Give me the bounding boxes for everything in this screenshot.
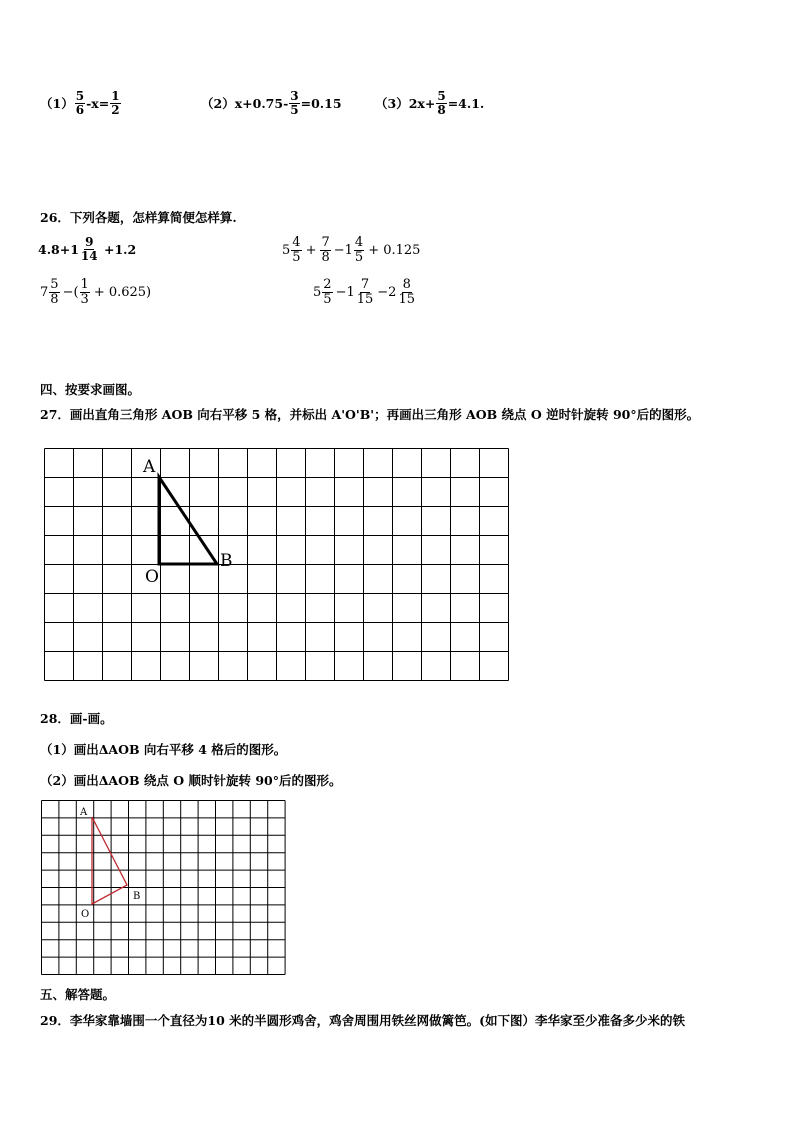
fraction xyxy=(320,236,330,264)
denominator: 14 xyxy=(80,248,98,263)
denominator: 5 xyxy=(290,102,299,117)
fraction xyxy=(80,278,90,306)
operator: −( xyxy=(62,284,79,300)
expr-part: +1.2 xyxy=(99,241,137,257)
label-o: O xyxy=(145,567,159,587)
q26-expr4 xyxy=(313,278,417,306)
denominator: 5 xyxy=(323,291,332,307)
expr-part: 4.8+1 xyxy=(38,241,79,257)
expr-part: + 0.625) xyxy=(93,284,152,300)
denominator: 5 xyxy=(354,249,364,265)
numerator: 4 xyxy=(292,235,301,250)
whole-number: 5 xyxy=(282,242,291,258)
numerator: 9 xyxy=(85,235,94,249)
q25-item1 xyxy=(40,90,122,116)
denominator: 15 xyxy=(398,291,415,307)
q26-title: 26．下列各题，怎样算简便怎样算. xyxy=(40,210,237,225)
fraction xyxy=(397,278,416,306)
q25-item2-label: （2）x+0.75- xyxy=(201,96,289,112)
q26-expr1 xyxy=(38,236,136,262)
fraction xyxy=(49,278,59,306)
section4-title: 四、按要求画图。 xyxy=(40,382,141,397)
label-a: A xyxy=(80,807,88,818)
fraction xyxy=(80,236,99,262)
fraction xyxy=(354,236,364,264)
numerator: 5 xyxy=(437,89,446,103)
q28-part2: （2）画出ΔAOB 绕点 O 顺时针旋转 90°后的图形。 xyxy=(40,773,342,788)
operator: + xyxy=(305,242,317,258)
numerator: 1 xyxy=(80,277,89,292)
q28-grid xyxy=(40,799,288,977)
triangle-aob xyxy=(92,817,127,904)
denominator: 8 xyxy=(437,102,446,117)
label-b: B xyxy=(220,551,233,571)
q27-text: 27．画出直角三角形 AOB 向右平移 5 格，并标出 A'O'B'；再画出三角形 AOB 绕点 O 逆时针旋转 90°后的图形。 xyxy=(40,407,700,422)
q25-item3-label: （3）2x+ xyxy=(375,96,436,112)
denominator: 8 xyxy=(50,291,59,307)
numerator: 4 xyxy=(354,235,364,250)
q28-grid-lines xyxy=(42,801,286,975)
numerator: 3 xyxy=(290,89,299,103)
q25-item1-label: （1） xyxy=(40,96,74,112)
fraction xyxy=(356,278,375,306)
operator: −1 xyxy=(333,242,353,258)
numerator: 8 xyxy=(402,277,411,292)
denominator: 15 xyxy=(356,291,374,307)
q25-item2 xyxy=(201,90,342,116)
q25-item2-tail: =0.15 xyxy=(300,95,342,111)
fraction xyxy=(289,90,299,116)
numerator: 7 xyxy=(360,277,370,292)
q28-title: 28．画-画。 xyxy=(40,711,113,726)
denominator: 5 xyxy=(292,249,301,265)
q25-item3 xyxy=(375,90,484,116)
q29-text: 29．李华家靠墙围一个直径为10 米的半圆形鸡舍，鸡舍周围用铁丝网做篱笆。(如下图）李华家至少准备多少米的铁 xyxy=(40,1013,686,1028)
fraction xyxy=(75,90,85,116)
denominator: 8 xyxy=(321,249,330,265)
q26-expr3 xyxy=(40,278,151,306)
q28-part1: （1）画出ΔAOB 向右平移 4 格后的图形。 xyxy=(40,742,287,757)
numerator: 1 xyxy=(111,89,120,103)
q25-item3-tail: =4.1. xyxy=(447,95,485,111)
fraction xyxy=(436,90,446,116)
label-b: B xyxy=(133,891,141,902)
fraction xyxy=(291,236,301,264)
fraction xyxy=(322,278,332,306)
numerator: 2 xyxy=(323,277,332,292)
q27-grid xyxy=(42,448,510,682)
operator: −1 xyxy=(335,284,355,300)
q27-grid-lines xyxy=(45,449,509,681)
operator: −2 xyxy=(377,284,397,300)
numerator: 5 xyxy=(75,89,85,103)
q25-item1-mid: -x= xyxy=(86,95,110,111)
denominator: 3 xyxy=(80,291,89,307)
denominator: 2 xyxy=(111,102,120,117)
numerator: 7 xyxy=(321,235,330,250)
label-o: O xyxy=(81,909,90,920)
whole-number: 7 xyxy=(40,284,49,300)
section5-title: 五、解答题。 xyxy=(40,987,116,1002)
numerator: 5 xyxy=(50,277,59,292)
expr-part: + 0.125 xyxy=(368,242,421,258)
fraction xyxy=(110,90,120,116)
denominator: 6 xyxy=(75,102,85,117)
label-a: A xyxy=(143,457,156,477)
q26-expr2 xyxy=(282,236,420,264)
whole-number: 5 xyxy=(313,284,322,300)
triangle-aob xyxy=(159,477,217,564)
